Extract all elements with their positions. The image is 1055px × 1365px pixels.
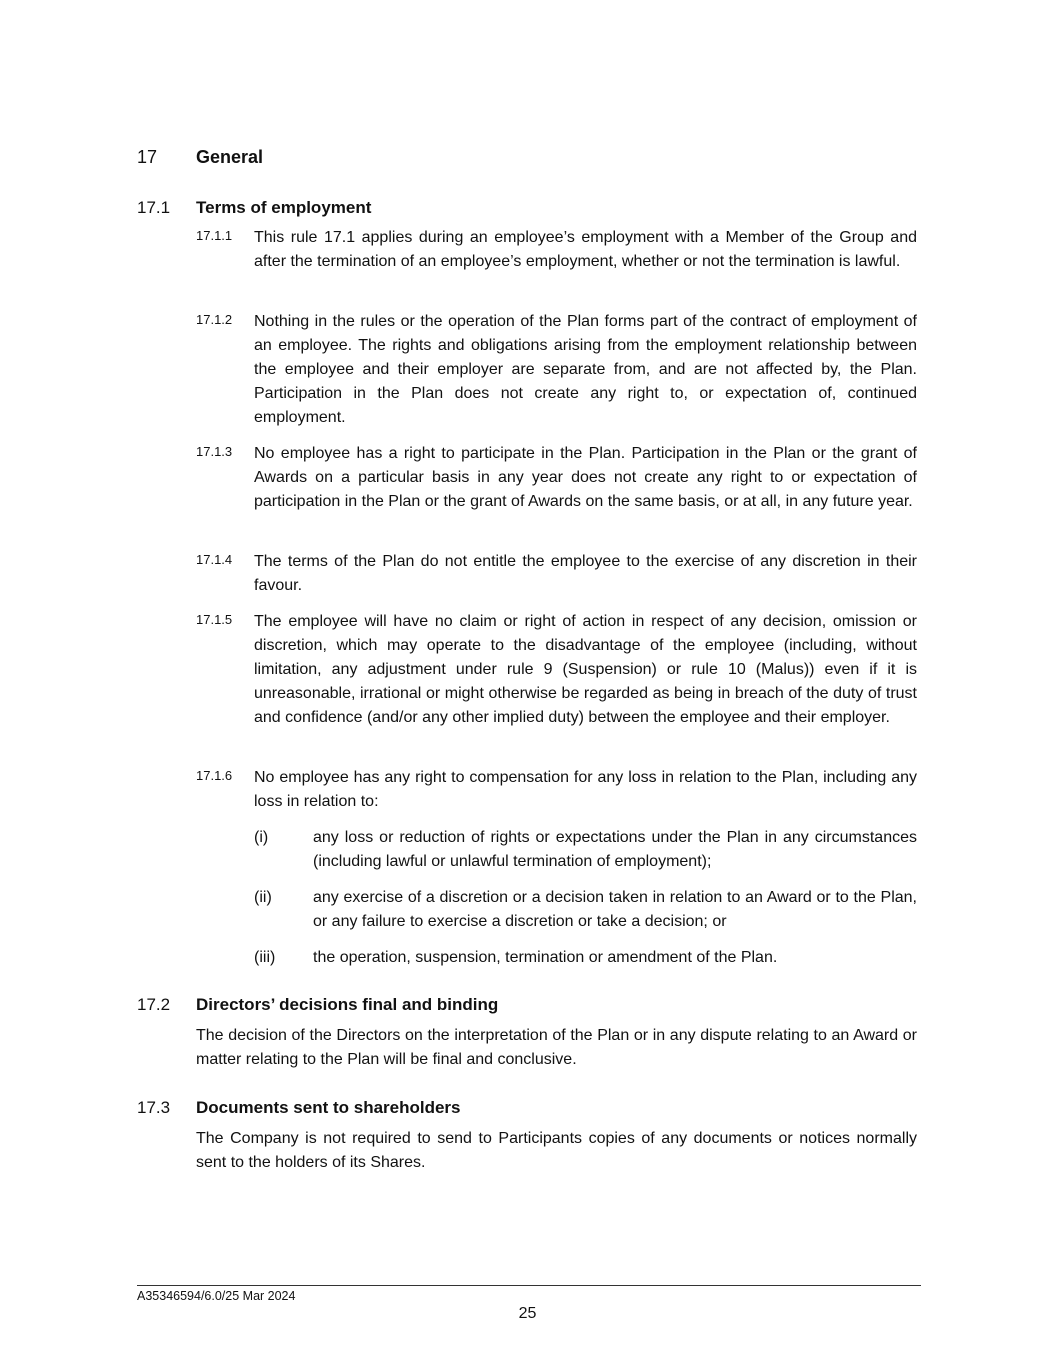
list-item-number: (iii) (254, 949, 276, 966)
section-number: 17 (137, 147, 158, 167)
document-reference: A35346594/6.0/25 Mar 2024 (137, 1289, 296, 1303)
subsection-body-17-3: The Company is not required to send to Participants copies of any documents or notices normally sent to the holders of its Shares. (196, 1130, 917, 1171)
list-item-i (254, 826, 917, 874)
paragraph-17-1-4 (196, 550, 917, 598)
subsection-title: Terms of employment (196, 198, 372, 217)
list-item-text: the operation, suspension, termination or amendment of the Plan. (313, 949, 778, 966)
subsection-title: Documents sent to shareholders (196, 1098, 461, 1117)
paragraph-text: The terms of the Plan do not entitle the employee to the exercise of any discretion in their favour. (254, 553, 917, 594)
paragraph-17-1-2 (196, 310, 917, 430)
subsection-body-17-2: The decision of the Directors on the interpretation of the Plan or in any dispute relating to an Award or matter relating to the Plan will be final and conclusive. (196, 1027, 917, 1068)
page-number: 25 (518, 1305, 537, 1322)
paragraph-number: 17.1.6 (196, 768, 233, 783)
list-item-text: any loss or reduction of rights or expectations under the Plan in any circumstances (including lawful or unlawful termination of employment); (313, 829, 917, 870)
paragraph-number: 17.1.3 (196, 444, 233, 459)
footer-divider (137, 1285, 921, 1286)
paragraph-17-1-6 (196, 766, 917, 814)
list-item-number: (i) (254, 829, 269, 846)
paragraph-17-1-1 (196, 226, 917, 274)
paragraph-text: The employee will have no claim or right of action in respect of any decision, omission or discretion, which may operate to the disadvantage of the employee (including, without limitation, any adjustment under rule 9 (Suspension) or rule 10 (Malus)) even if it is unreasonable, irrational or might otherwise be regarded as being in breach of the duty of trust and confidence (and/or any other implied duty) between the employee and their employer. (254, 613, 917, 726)
paragraph-number: 17.1.1 (196, 228, 233, 243)
section-title: General (196, 147, 264, 167)
paragraph-17-1-3 (196, 442, 917, 514)
paragraph-number: 17.1.2 (196, 312, 233, 327)
list-item-iii (254, 946, 917, 970)
subsection-number: 17.1 (137, 198, 171, 217)
subsection-number: 17.3 (137, 1098, 171, 1117)
paragraph-number: 17.1.5 (196, 612, 233, 627)
list-item-number: (ii) (254, 889, 272, 906)
paragraph-number: 17.1.4 (196, 552, 233, 567)
paragraph-17-1-5 (196, 610, 917, 730)
list-item-ii (254, 886, 917, 934)
paragraph-text: No employee has any right to compensation for any loss in relation to the Plan, including any loss in relation to: (254, 769, 917, 810)
subsection-title: Directors’ decisions final and binding (196, 995, 499, 1014)
subsection-number: 17.2 (137, 995, 171, 1014)
list-item-text: any exercise of a discretion or a decision taken in relation to an Award or to the Plan, or any failure to exercise a discretion or take a decision; or (313, 889, 917, 930)
paragraph-text: No employee has a right to participate in the Plan. Participation in the Plan or the grant of Awards on a particular basis in any year does not create any right to or expectation of participation in the Plan or the grant of Awards on the same basis, or at all, in any future year. (254, 445, 917, 510)
paragraph-text: This rule 17.1 applies during an employee’s employment with a Member of the Group and after the termination of an employee’s employment, whether or not the termination is lawful. (254, 229, 917, 270)
paragraph-text: Nothing in the rules or the operation of the Plan forms part of the contract of employment of an employee. The rights and obligations arising from the employment relationship between the employee and their employer are separate from, and are not affected by, the Plan. Participation in the Plan does not create any right to, or expectation of, continued employment. (254, 313, 917, 426)
